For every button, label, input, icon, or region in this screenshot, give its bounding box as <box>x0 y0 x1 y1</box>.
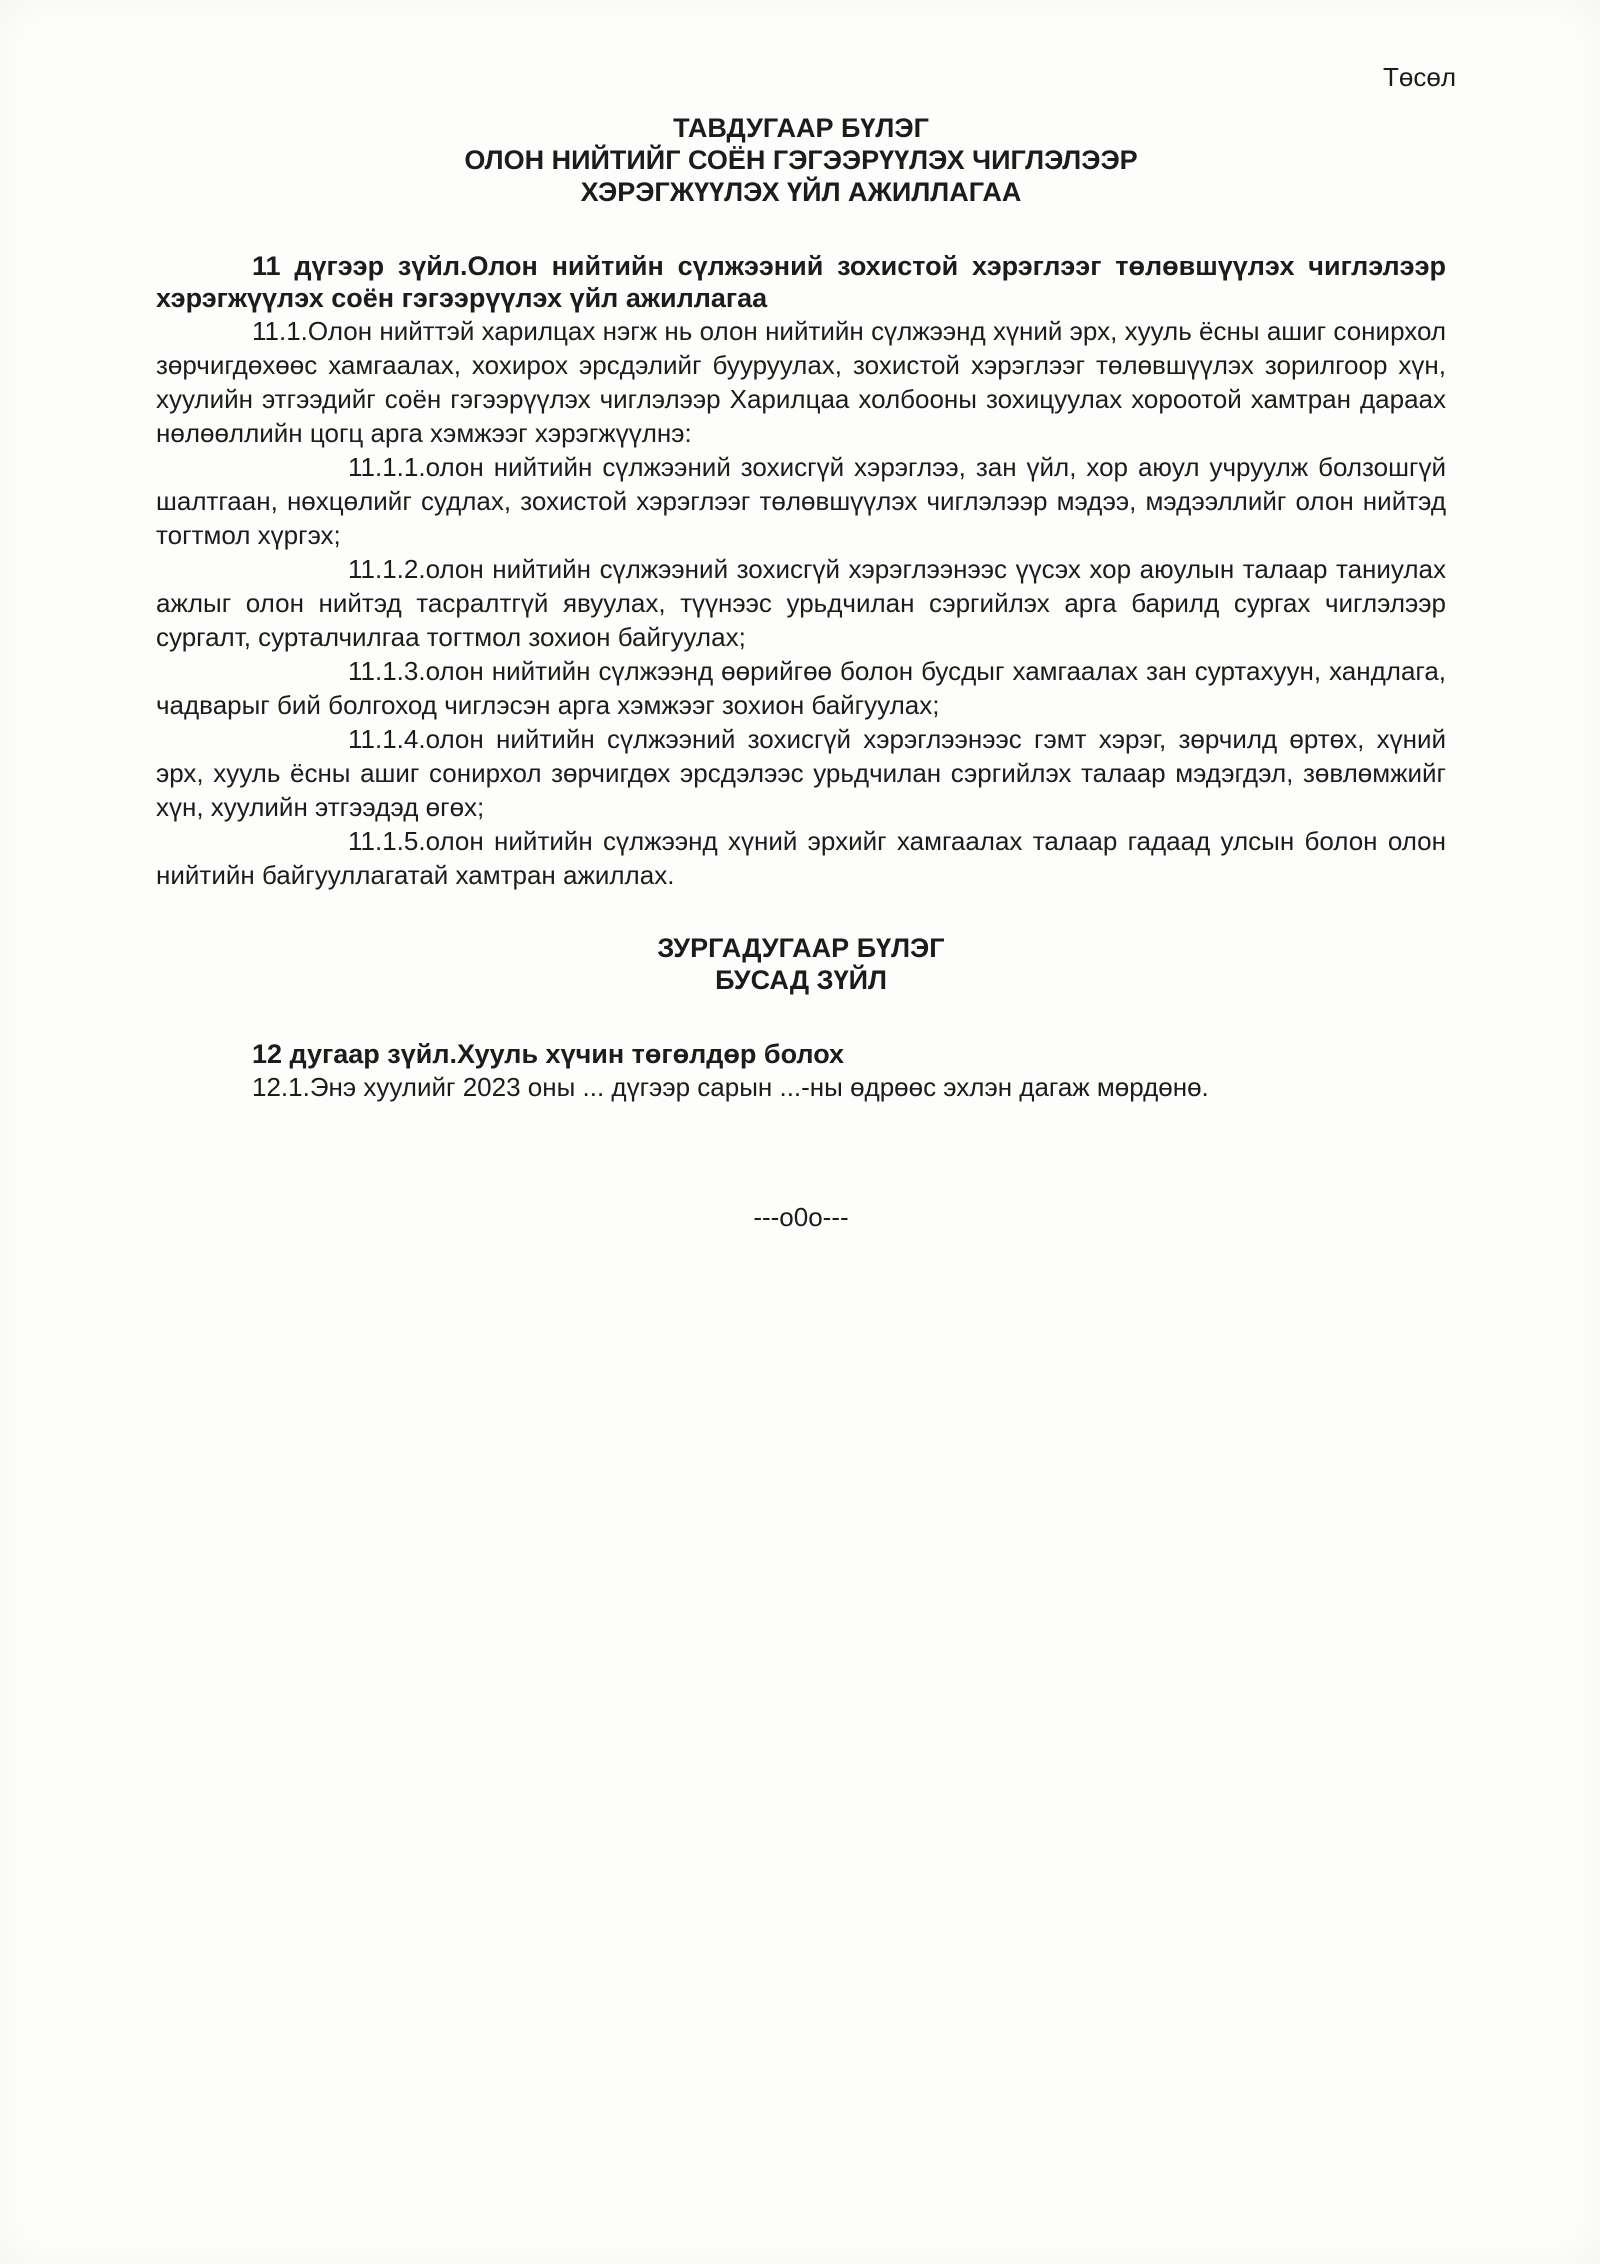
chapter-5-number: ТАВДУГААР БҮЛЭГ <box>673 113 929 143</box>
chapter-5-title-line-1: ОЛОН НИЙТИЙГ СОЁН ГЭГЭЭРҮҮЛЭХ ЧИГЛЭЛЭЭР <box>464 145 1138 175</box>
article-12-title: 12 дугаар зүйл.Хууль хүчин төгөлдөр болох <box>252 1039 845 1069</box>
paragraph-12-1: 12.1.Энэ хуулийг 2023 оны ... дүгээр сарын ...-ны өдрөөс эхлэн дагаж мөрдөнө. <box>252 1072 1209 1102</box>
paragraph-11-1-4: 11.1.4.олон нийтийн сүлжээний зохисгүй хэрэглээнээс гэмт хэрэг, зөрчилд өртөх, хүний эрх, хууль ёсны ашиг сонирхол зөрчигдөх эрсдэлээс урьдчилан сэргийлэх талаар мэдэгдэл, зөвлөмжийг хүн, хуулийн этгээдэд өгөх; <box>156 724 1446 822</box>
chapter-6-number: ЗУРГАДУГААР БҮЛЭГ <box>657 933 945 963</box>
paragraph-11-1-1: 11.1.1.олон нийтийн сүлжээний зохисгүй хэрэглээ, зан үйл, хор аюул учруулж болзошгүй шалтгаан, нөхцөлийг судлах, зохистой хэрэглээг төлөвшүүлэх чиглэлээр мэдээ, мэдээллийг олон нийтэд тогтмол хүргэх; <box>156 452 1446 550</box>
document-body <box>156 112 1446 1234</box>
paragraph-11-1-5: 11.1.5.олон нийтийн сүлжээнд хүний эрхийг хамгаалах талаар гадаад улсын болон олон нийтийн байгууллагатай хамтран ажиллах. <box>156 826 1446 890</box>
paragraph-11-1: 11.1.Олон нийттэй харилцах нэгж нь олон нийтийн сүлжээнд хүний эрх, хууль ёсны ашиг сонирхол зөрчигдөхөөс хамгаалах, хохирох эрсдэлийг бууруулах, зохистой хэрэглээг төлөвшүүлэх зорилгоор хүн, хуулийн этгээдийг соён гэгээрүүлэх чиглэлээр Харилцаа холбооны зохицуулах хороотой хамтран дараах нөлөөллийн цогц арга хэмжээг хэрэгжүүлнэ: <box>156 316 1446 448</box>
end-mark: ---o0o--- <box>753 1202 849 1232</box>
article-11-title: 11 дүгээр зүйл.Олон нийтийн сүлжээний зохистой хэрэглээг төлөвшүүлэх чиглэлээр хэрэгжүүлэх соён гэгээрүүлэх үйл ажиллагаа <box>156 251 1446 313</box>
chapter-6-title: БУСАД ЗҮЙЛ <box>715 965 887 995</box>
paragraph-11-1-3: 11.1.3.олон нийтийн сүлжээнд өөрийгөө болон бусдыг хамгаалах зан суртахуун, хандлага, чадварыг бий болгоход чиглэсэн арга хэмжээг зохион байгуулах; <box>156 656 1446 720</box>
paragraph-11-1-2: 11.1.2.олон нийтийн сүлжээний зохисгүй хэрэглээнээс үүсэх хор аюулын талаар таниулах ажлыг олон нийтэд тасралтгүй явуулах, түүнээс урьдчилан сэргийлэх арга барилд сургах чиглэлээр сургалт, сурталчилгаа тогтмол зохион байгуулах; <box>156 554 1446 652</box>
chapter-5-heading <box>156 112 1446 208</box>
chapter-6-heading <box>156 932 1446 996</box>
draft-label: Төсөл <box>1383 62 1456 92</box>
chapter-5-title-line-2: ХЭРЭГЖҮҮЛЭХ ҮЙЛ АЖИЛЛАГАА <box>580 177 1022 207</box>
